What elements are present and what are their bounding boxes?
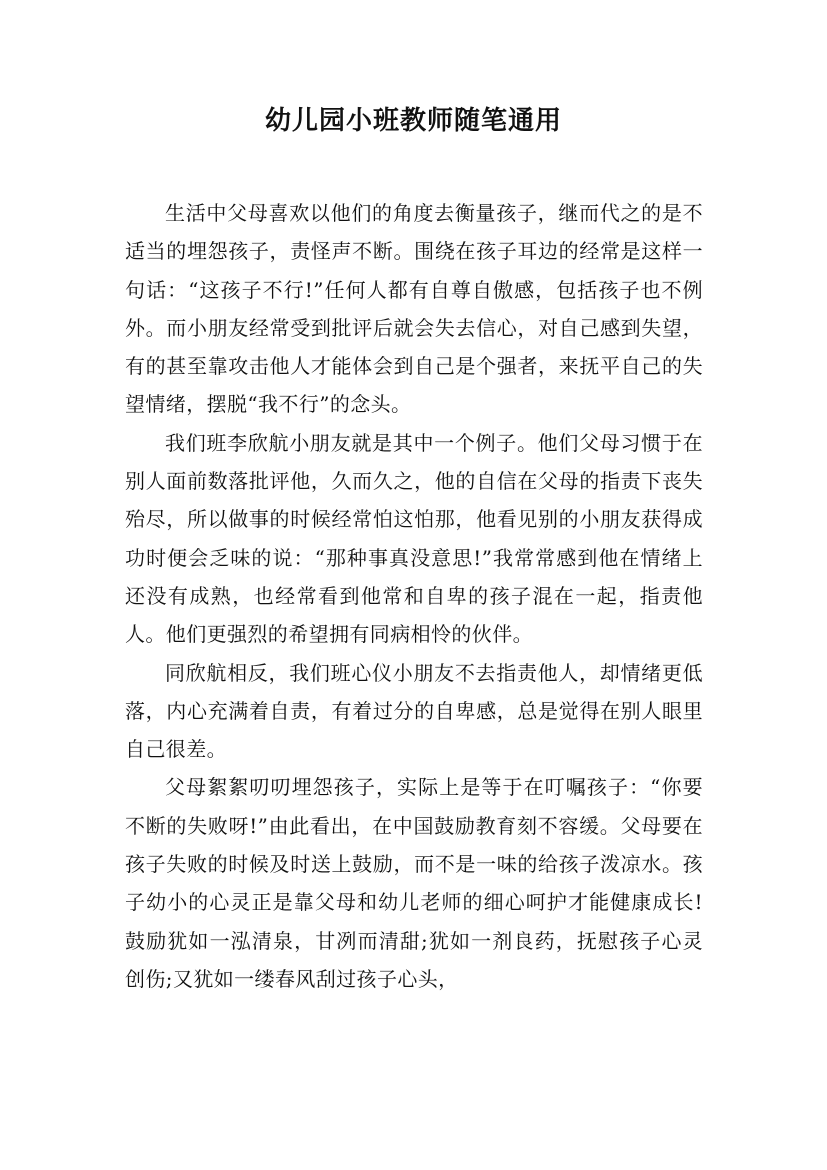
paragraph-1: 生活中父母喜欢以他们的角度去衡量孩子，继而代之的是不适当的埋怨孩子，责怪声不断。围绕在孩子耳边的经常是这样一句话：“这孩子不行!”任何人都有自尊自傲感，包括孩子也不例外。而小朋友经常受到批评后就会失去信心，对自己感到失望，有的甚至靠攻击他人才能体会到自己是个强者，来抚平自己的失望情绪，摆脱“我不行”的念头。 — [125, 201, 703, 417]
document-body — [125, 194, 703, 998]
paragraph-3: 同欣航相反，我们班心仪小朋友不去指责他人，却情绪更低落，内心充满着自责，有着过分的自卑感，总是觉得在别人眼里自己很差。 — [125, 660, 703, 762]
paragraph-2: 我们班李欣航小朋友就是其中一个例子。他们父母习惯于在别人面前数落批评他，久而久之，他的自信在父母的指责下丧失殆尽，所以做事的时候经常怕这怕那，他看见别的小朋友获得成功时便会乏味的说：“那种事真没意思!”我常常感到他在情绪上还没有成熟，也经常看到他常和自卑的孩子混在一起，指责他人。他们更强烈的希望拥有同病相怜的伙伴。 — [125, 430, 703, 647]
paragraph-4: 父母絮絮叨叨埋怨孩子，实际上是等于在叮嘱孩子：“你要不断的失败呀!”由此看出，在中国鼓励教育刻不容缓。父母要在孩子失败的时候及时送上鼓励，而不是一味的给孩子泼凉水。孩子幼小的心灵正是靠父母和幼儿老师的细心呵护才能健康成长!鼓励犹如一泓清泉，甘冽而清甜;犹如一剂良药，抚慰孩子心灵创伤;又犹如一缕春风刮过孩子心头， — [125, 775, 703, 991]
document-title: 幼儿园小班教师随笔通用 — [264, 106, 562, 136]
